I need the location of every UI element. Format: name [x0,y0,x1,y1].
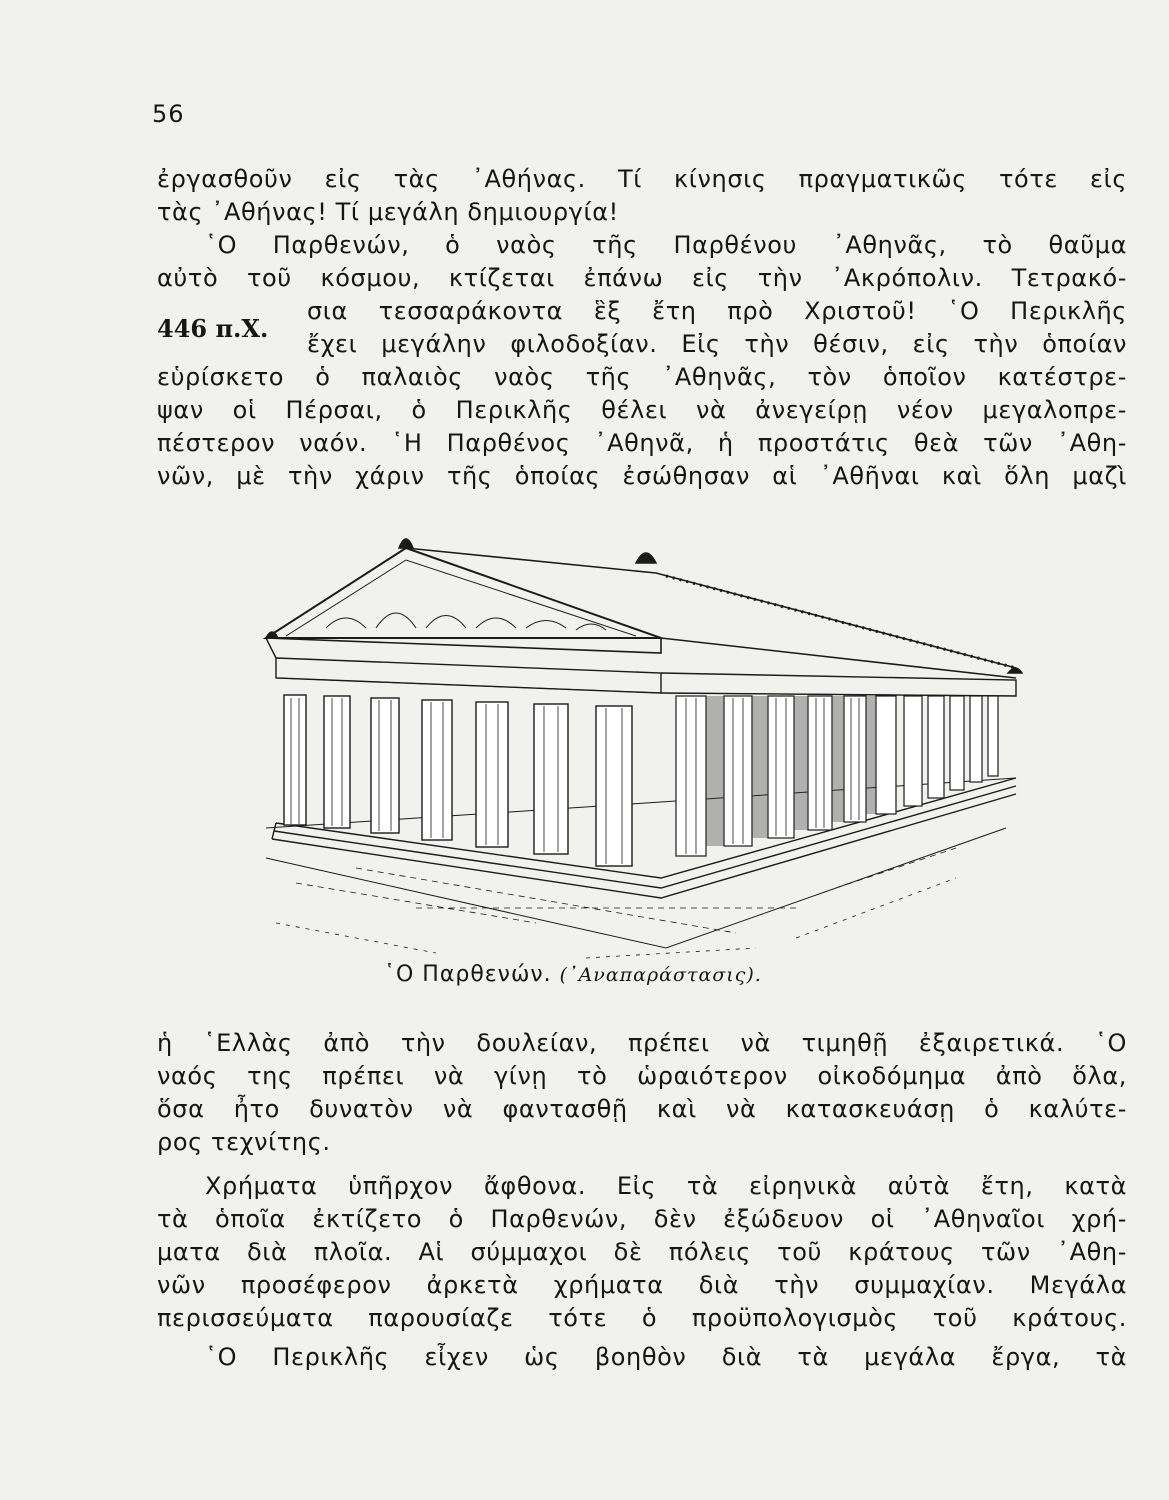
text-line: ἐργασθοῦν εἰς τὰς ᾽Αθήνας. Τί κίνησις πραγματικῶς τότε εἰς [157,165,1127,193]
margin-note-row [157,295,1127,361]
text-line: εὑρίσκετο ὁ παλαιὸς ναὸς τῆς ᾽Αθηνᾶς, τὸν ὁποῖον κατέστρε- [157,363,1127,391]
text-line: νῶν προσέφερον ἀρκετὰ χρήματα διὰ τὴν συμμαχίαν. Μεγάλα [157,1271,1127,1299]
text-line: σια τεσσαράκοντα ἓξ ἔτη πρὸ Χριστοῦ! ῾Ο Περικλῆς [307,297,1127,325]
parthenon-drawing [236,528,1036,968]
figure-caption [384,962,762,987]
parthenon-illustration [236,528,1036,968]
paragraph-2 [157,1027,1127,1159]
text-line: νῶν, μὲ τὴν χάριν τῆς ὁποίας ἐσώθησαν αἱ ᾽Αθῆναι καὶ ὅλη μαζὶ [157,462,1127,490]
text-line: ἔχει μεγάλην φιλοδοξίαν. Εἰς τὴν θέσιν, εἰς τὴν ὁποίαν [307,330,1127,358]
text-line: ναός της πρέπει νὰ γίνῃ τὸ ὡραιότερον οἰκοδόμημα ἀπὸ ὅλα, [157,1062,1127,1090]
text-line: τὰς ᾽Αθήνας! Τί μεγάλη δημιουργία! [157,198,619,226]
paragraph-4 [157,1341,1127,1374]
text-line: ῾Ο Παρθενών, ὁ ναὸς τῆς Παρθένου ᾽Αθηνᾶς, τὸ θαῦμα [205,231,1127,259]
text-line: πέστερον ναόν. ῾Η Παρθένος ᾽Αθηνᾶ, ἡ προστάτις θεὰ τῶν ᾽Αθη- [157,429,1127,457]
text-line: ψαν οἱ Πέρσαι, ὁ Περικλῆς θέλει νὰ ἀνεγείρῃ νέον μεγαλοπρε- [157,396,1127,424]
text-line: αὐτὸ τοῦ κόσμου, κτίζεται ἐπάνω εἰς τὴν ᾽Ακρόπολιν. Τετρακό- [157,264,1127,292]
caption-parenthetical: (᾽Αναπαράστασις). [559,964,762,986]
page-number: 56 [152,100,185,128]
caption-main: ῾Ο Παρθενών. [384,962,552,987]
paragraph-1 [157,163,1127,493]
text-line: τὰ ὁποῖα ἐκτίζετο ὁ Παρθενών, δὲν ἐξώδευον οἱ ᾽Αθηναῖοι χρή- [157,1205,1127,1233]
text-line: ὅσα ἦτο δυνατὸν νὰ φαντασθῇ καὶ νὰ κατασκευάσῃ ὁ καλύτε- [157,1095,1127,1123]
text-line: Χρήματα ὑπῆρχον ἄφθονα. Εἰς τὰ εἰρηνικὰ αὐτὰ ἔτη, κατὰ [205,1172,1127,1200]
text-line: περισσεύματα παρουσίαζε τότε ὁ προϋπολογισμὸς τοῦ κράτους. [157,1304,1127,1332]
text-line: ρος τεχνίτης. [157,1128,331,1156]
side-lines [307,295,1127,361]
text-line: ματα διὰ πλοῖα. Αἱ σύμμαχοι δὲ πόλεις τοῦ κράτους τῶν ᾽Αθη- [157,1238,1127,1266]
text-line: ῾Ο Περικλῆς εἶχεν ὡς βοηθὸν διὰ τὰ μεγάλα ἔργα, τὰ [205,1343,1127,1371]
text-line: ἡ ῾Ελλὰς ἀπὸ τὴν δουλείαν, πρέπει νὰ τιμηθῇ ἐξαιρετικά. ῾Ο [157,1029,1127,1057]
paragraph-3 [157,1170,1127,1335]
margin-note-date: 446 π.Χ. [157,313,269,343]
